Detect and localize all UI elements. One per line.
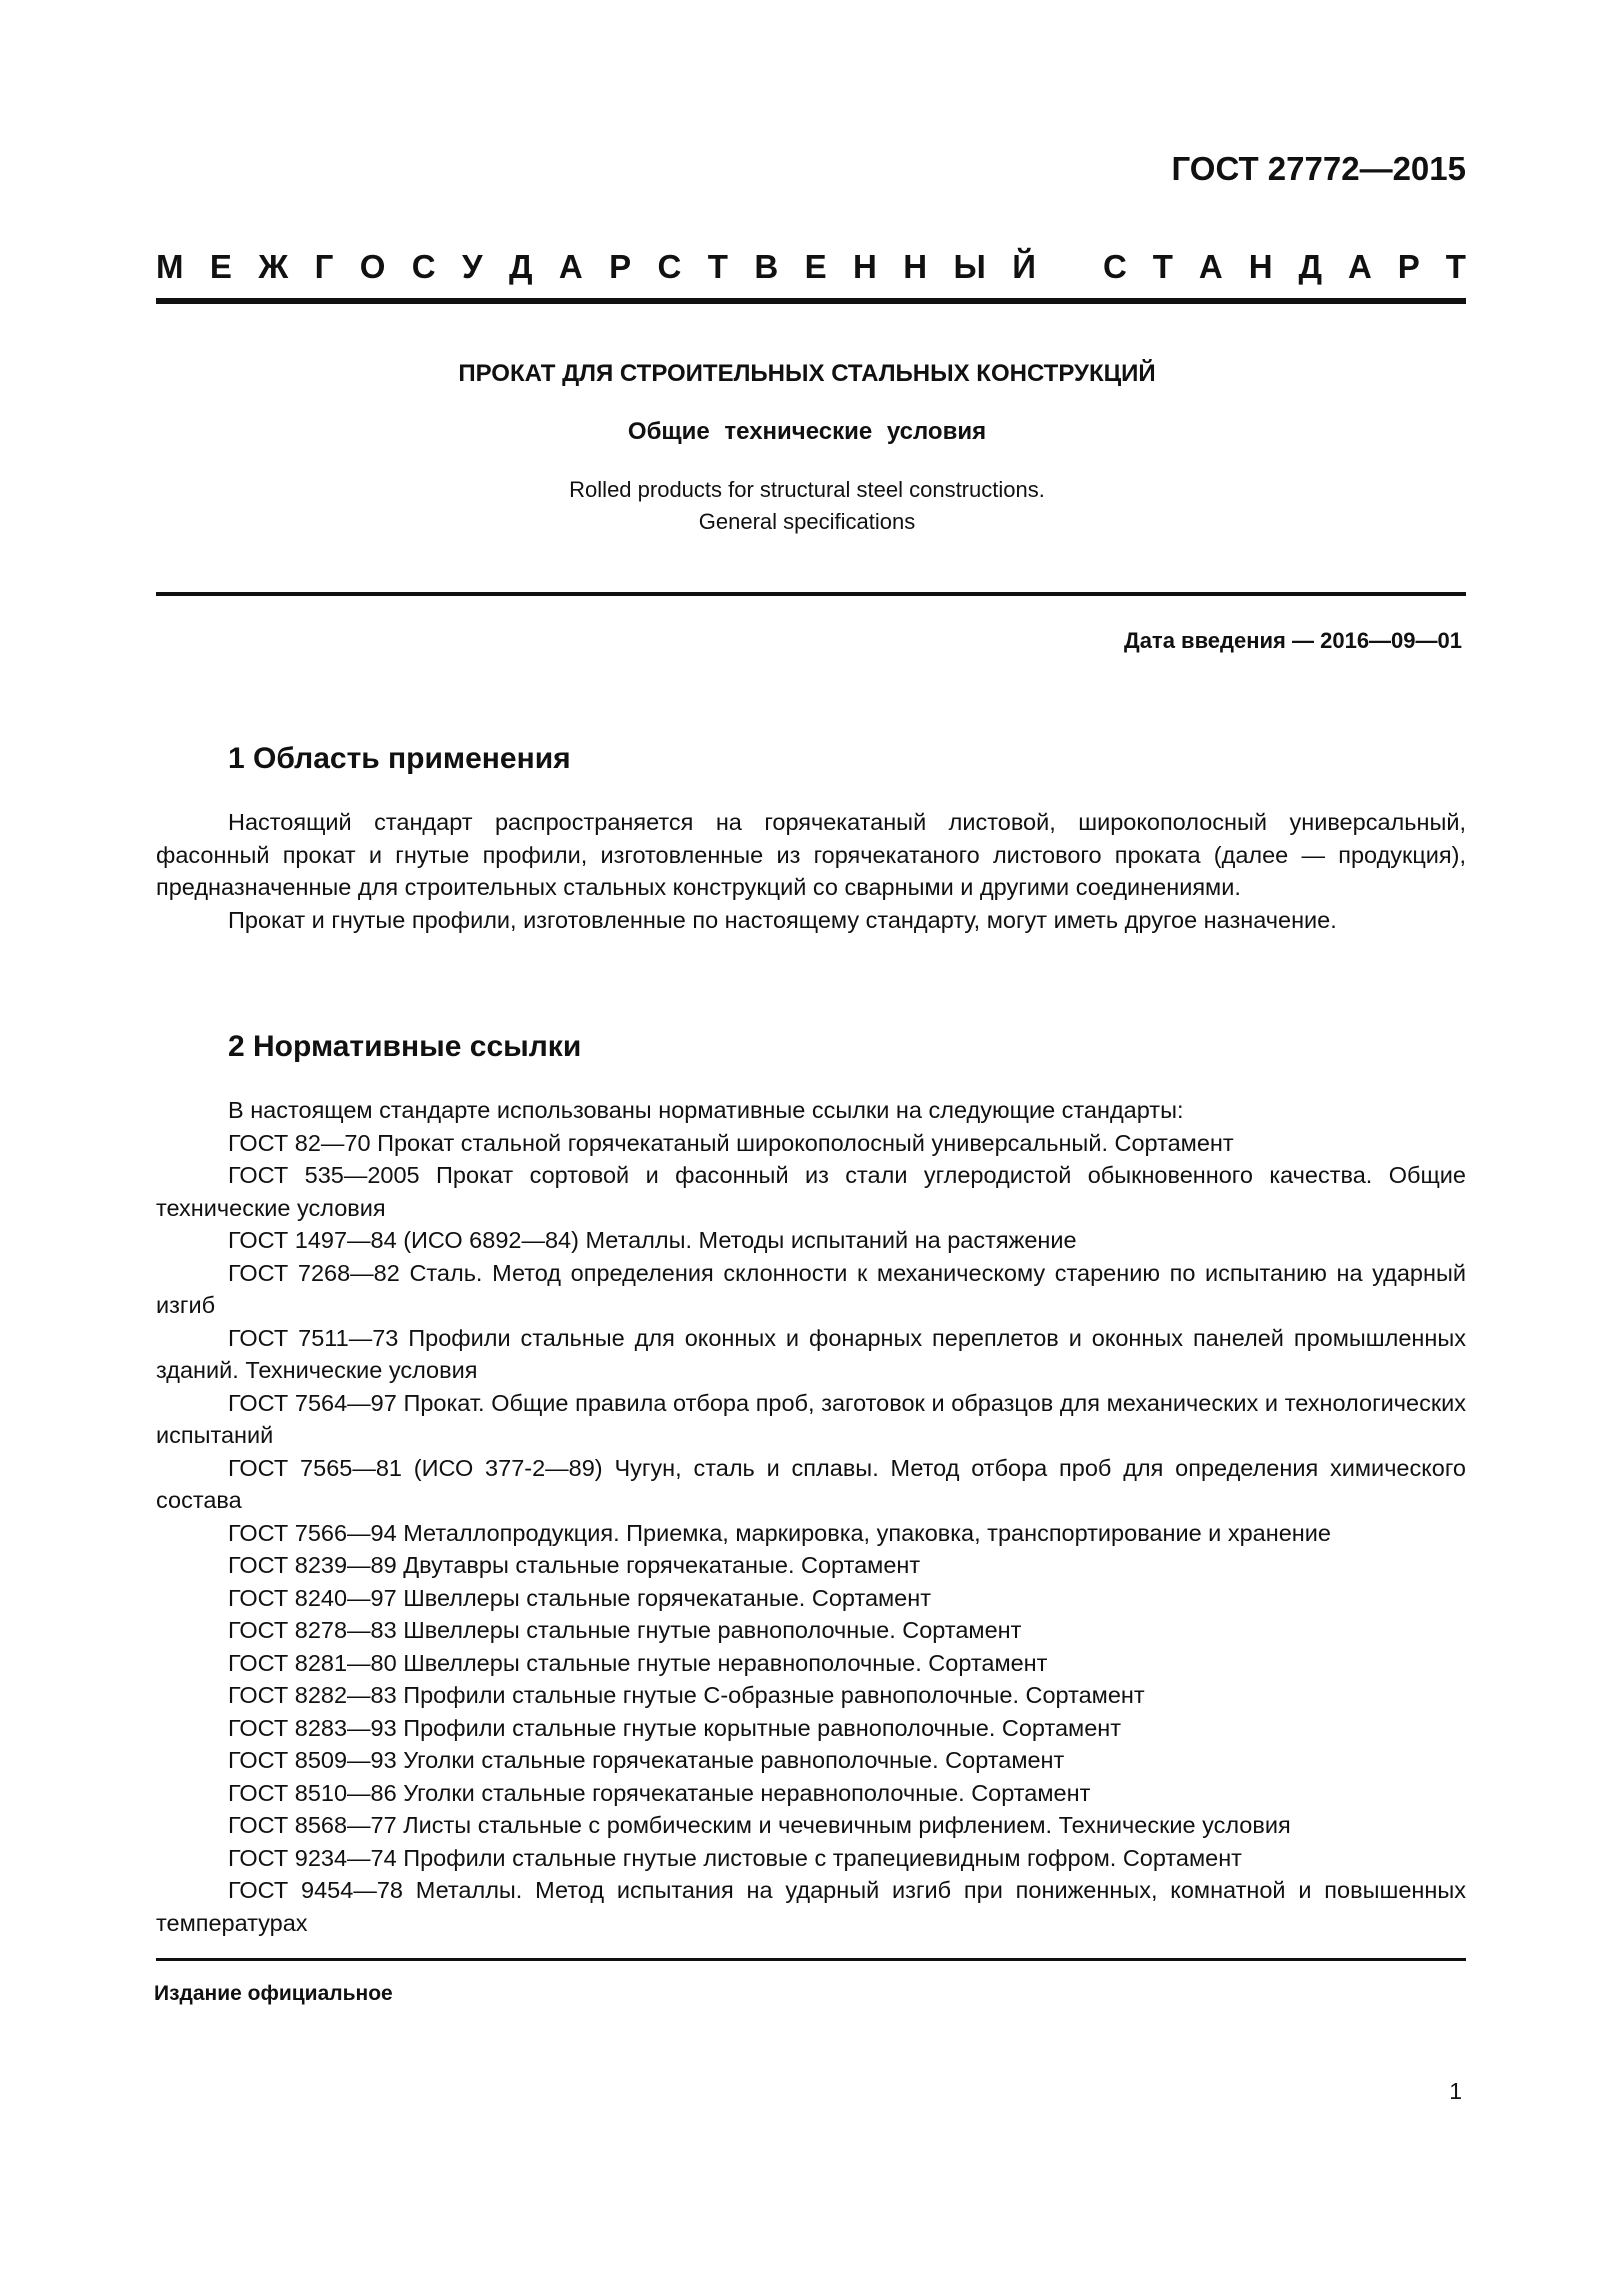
reference-item: ГОСТ 7565—81 (ИСО 377-2—89) Чугун, сталь и сплавы. Метод отбора проб для определения химического состава bbox=[156, 1454, 1466, 1513]
english-title-line: Rolled products for structural steel constructions. bbox=[569, 477, 1045, 502]
paragraph: Настоящий стандарт распространяется на горячекатаный листовой, широкополосный универсальный, фасонный прокат и гнутые профили, изготовленные из горячекатаного листового проката (далее — продукция), предназначенные для строительных стальных конструкций со сварными и другими соединениями. bbox=[156, 809, 1466, 900]
heading-letter: В bbox=[754, 248, 779, 285]
reference-item: ГОСТ 9234—74 Профили стальные гнутые листовые с трапециевидным гофром. Сортамент bbox=[228, 1844, 1242, 1871]
english-title-line: General specifications bbox=[698, 509, 916, 534]
document-subtitle: Общие технические условия bbox=[627, 418, 987, 445]
official-edition-label: Издание официальное bbox=[154, 1982, 393, 2005]
heading-letter: Д bbox=[508, 248, 533, 285]
document-title: ПРОКАТ ДЛЯ СТРОИТЕЛЬНЫХ СТАЛЬНЫХ КОНСТРУКЦИЙ bbox=[458, 360, 1156, 387]
heading-letter: Д bbox=[1298, 248, 1323, 285]
standard-word bbox=[1103, 248, 1466, 286]
heading-letter: А bbox=[1198, 248, 1223, 285]
heading-letter: С bbox=[657, 248, 682, 285]
reference-item: ГОСТ 8281—80 Швеллеры стальные гнутые неравнополочные. Сортамент bbox=[228, 1649, 1048, 1676]
heading-letter: Р bbox=[609, 248, 632, 285]
reference-item: ГОСТ 8282—83 Профили стальные гнутые С-образные равнополочные. Сортамент bbox=[228, 1682, 1145, 1708]
interstate-word bbox=[156, 248, 1036, 286]
heading-letter: У bbox=[462, 248, 483, 285]
reference-item: ГОСТ 8240—97 Швеллеры стальные горячекатаные. Сортамент bbox=[228, 1584, 931, 1611]
reference-item: ГОСТ 1497—84 (ИСО 6892—84) Металлы. Методы испытаний на растяжение bbox=[228, 1227, 1077, 1253]
heading-letter: Т bbox=[707, 248, 728, 285]
footer-divider bbox=[156, 1958, 1466, 1961]
introduction-date: Дата введения — 2016—09—01 bbox=[1124, 628, 1462, 653]
heading-letter: Е bbox=[209, 248, 232, 285]
paragraph: Прокат и гнутые профили, изготовленные по настоящему стандарту, могут иметь другое назначение. bbox=[228, 906, 1337, 933]
heading-letter: Й bbox=[1012, 248, 1036, 285]
heading-letter: А bbox=[1347, 248, 1372, 285]
title-divider bbox=[156, 592, 1466, 596]
reference-item: ГОСТ 8509—93 Уголки стальные горячекатаные равнополочные. Сортамент bbox=[228, 1747, 1065, 1773]
reference-item: ГОСТ 82—70 Прокат стальной горячекатаный широкополосный универсальный. Сортамент bbox=[228, 1129, 1234, 1156]
section-body-scope bbox=[156, 806, 1466, 936]
top-divider bbox=[156, 298, 1466, 304]
heading-letter: А bbox=[558, 248, 583, 285]
reference-item: ГОСТ 8510—86 Уголки стальные горячекатаные неравнополочные. Сортамент bbox=[228, 1779, 1091, 1806]
reference-item: ГОСТ 535—2005 Прокат сортовой и фасонный из стали углеродистой обыкновенного качества. Общие технические условия bbox=[156, 1162, 1466, 1221]
reference-item: ГОСТ 8239—89 Двутавры стальные горячекатаные. Сортамент bbox=[228, 1552, 921, 1578]
heading-letter: Н bbox=[1248, 248, 1273, 285]
reference-item: ГОСТ 8568—77 Листы стальные с ромбическим и чечевичным рифлением. Технические условия bbox=[228, 1812, 1291, 1838]
english-title bbox=[0, 474, 1614, 538]
heading-letter: О bbox=[359, 248, 386, 285]
document-code: ГОСТ 27772—2015 bbox=[1171, 150, 1466, 187]
heading-letter: Е bbox=[804, 248, 827, 285]
heading-letter: Р bbox=[1397, 248, 1420, 285]
heading-letter: С bbox=[1103, 248, 1127, 285]
interstate-standard-heading bbox=[156, 248, 1466, 286]
page-number: 1 bbox=[1449, 2078, 1462, 2104]
reference-item: ГОСТ 7564—97 Прокат. Общие правила отбора проб, заготовок и образцов для механических и технологических испытаний bbox=[156, 1389, 1466, 1448]
heading-letter: Г bbox=[314, 248, 334, 285]
paragraph: В настоящем стандарте использованы нормативные ссылки на следующие стандарты: bbox=[228, 1097, 1184, 1123]
section-heading-references: 2 Нормативные ссылки bbox=[228, 1030, 582, 1063]
heading-letter: Ы bbox=[953, 248, 986, 285]
heading-letter: С bbox=[411, 248, 436, 285]
heading-letter: Н bbox=[853, 248, 877, 285]
reference-item: ГОСТ 8278—83 Швеллеры стальные гнутые равнополочные. Сортамент bbox=[228, 1617, 1022, 1643]
reference-item: ГОСТ 7511—73 Профили стальные для оконных и фонарных переплетов и оконных панелей промышленных зданий. Технические условия bbox=[156, 1324, 1466, 1383]
heading-letter: Ж bbox=[258, 248, 289, 285]
reference-item: ГОСТ 7566—94 Металлопродукция. Приемка, маркировка, упаковка, транспортирование и хранение bbox=[228, 1519, 1331, 1546]
reference-item: ГОСТ 8283—93 Профили стальные гнутые корытные равнополочные. Сортамент bbox=[228, 1714, 1122, 1741]
heading-letter: М bbox=[156, 248, 184, 285]
section-heading-scope: 1 Область применения bbox=[228, 742, 571, 775]
heading-letter: Т bbox=[1152, 248, 1173, 285]
section-body-references bbox=[156, 1094, 1466, 1939]
reference-item: ГОСТ 9454—78 Металлы. Метод испытания на ударный изгиб при пониженных, комнатной и повышенных температурах bbox=[156, 1877, 1466, 1936]
heading-letter: Н bbox=[903, 248, 928, 285]
reference-item: ГОСТ 7268—82 Сталь. Метод определения склонности к механическому старению по испытанию на ударный изгиб bbox=[156, 1259, 1466, 1318]
heading-letter: Т bbox=[1445, 248, 1466, 285]
